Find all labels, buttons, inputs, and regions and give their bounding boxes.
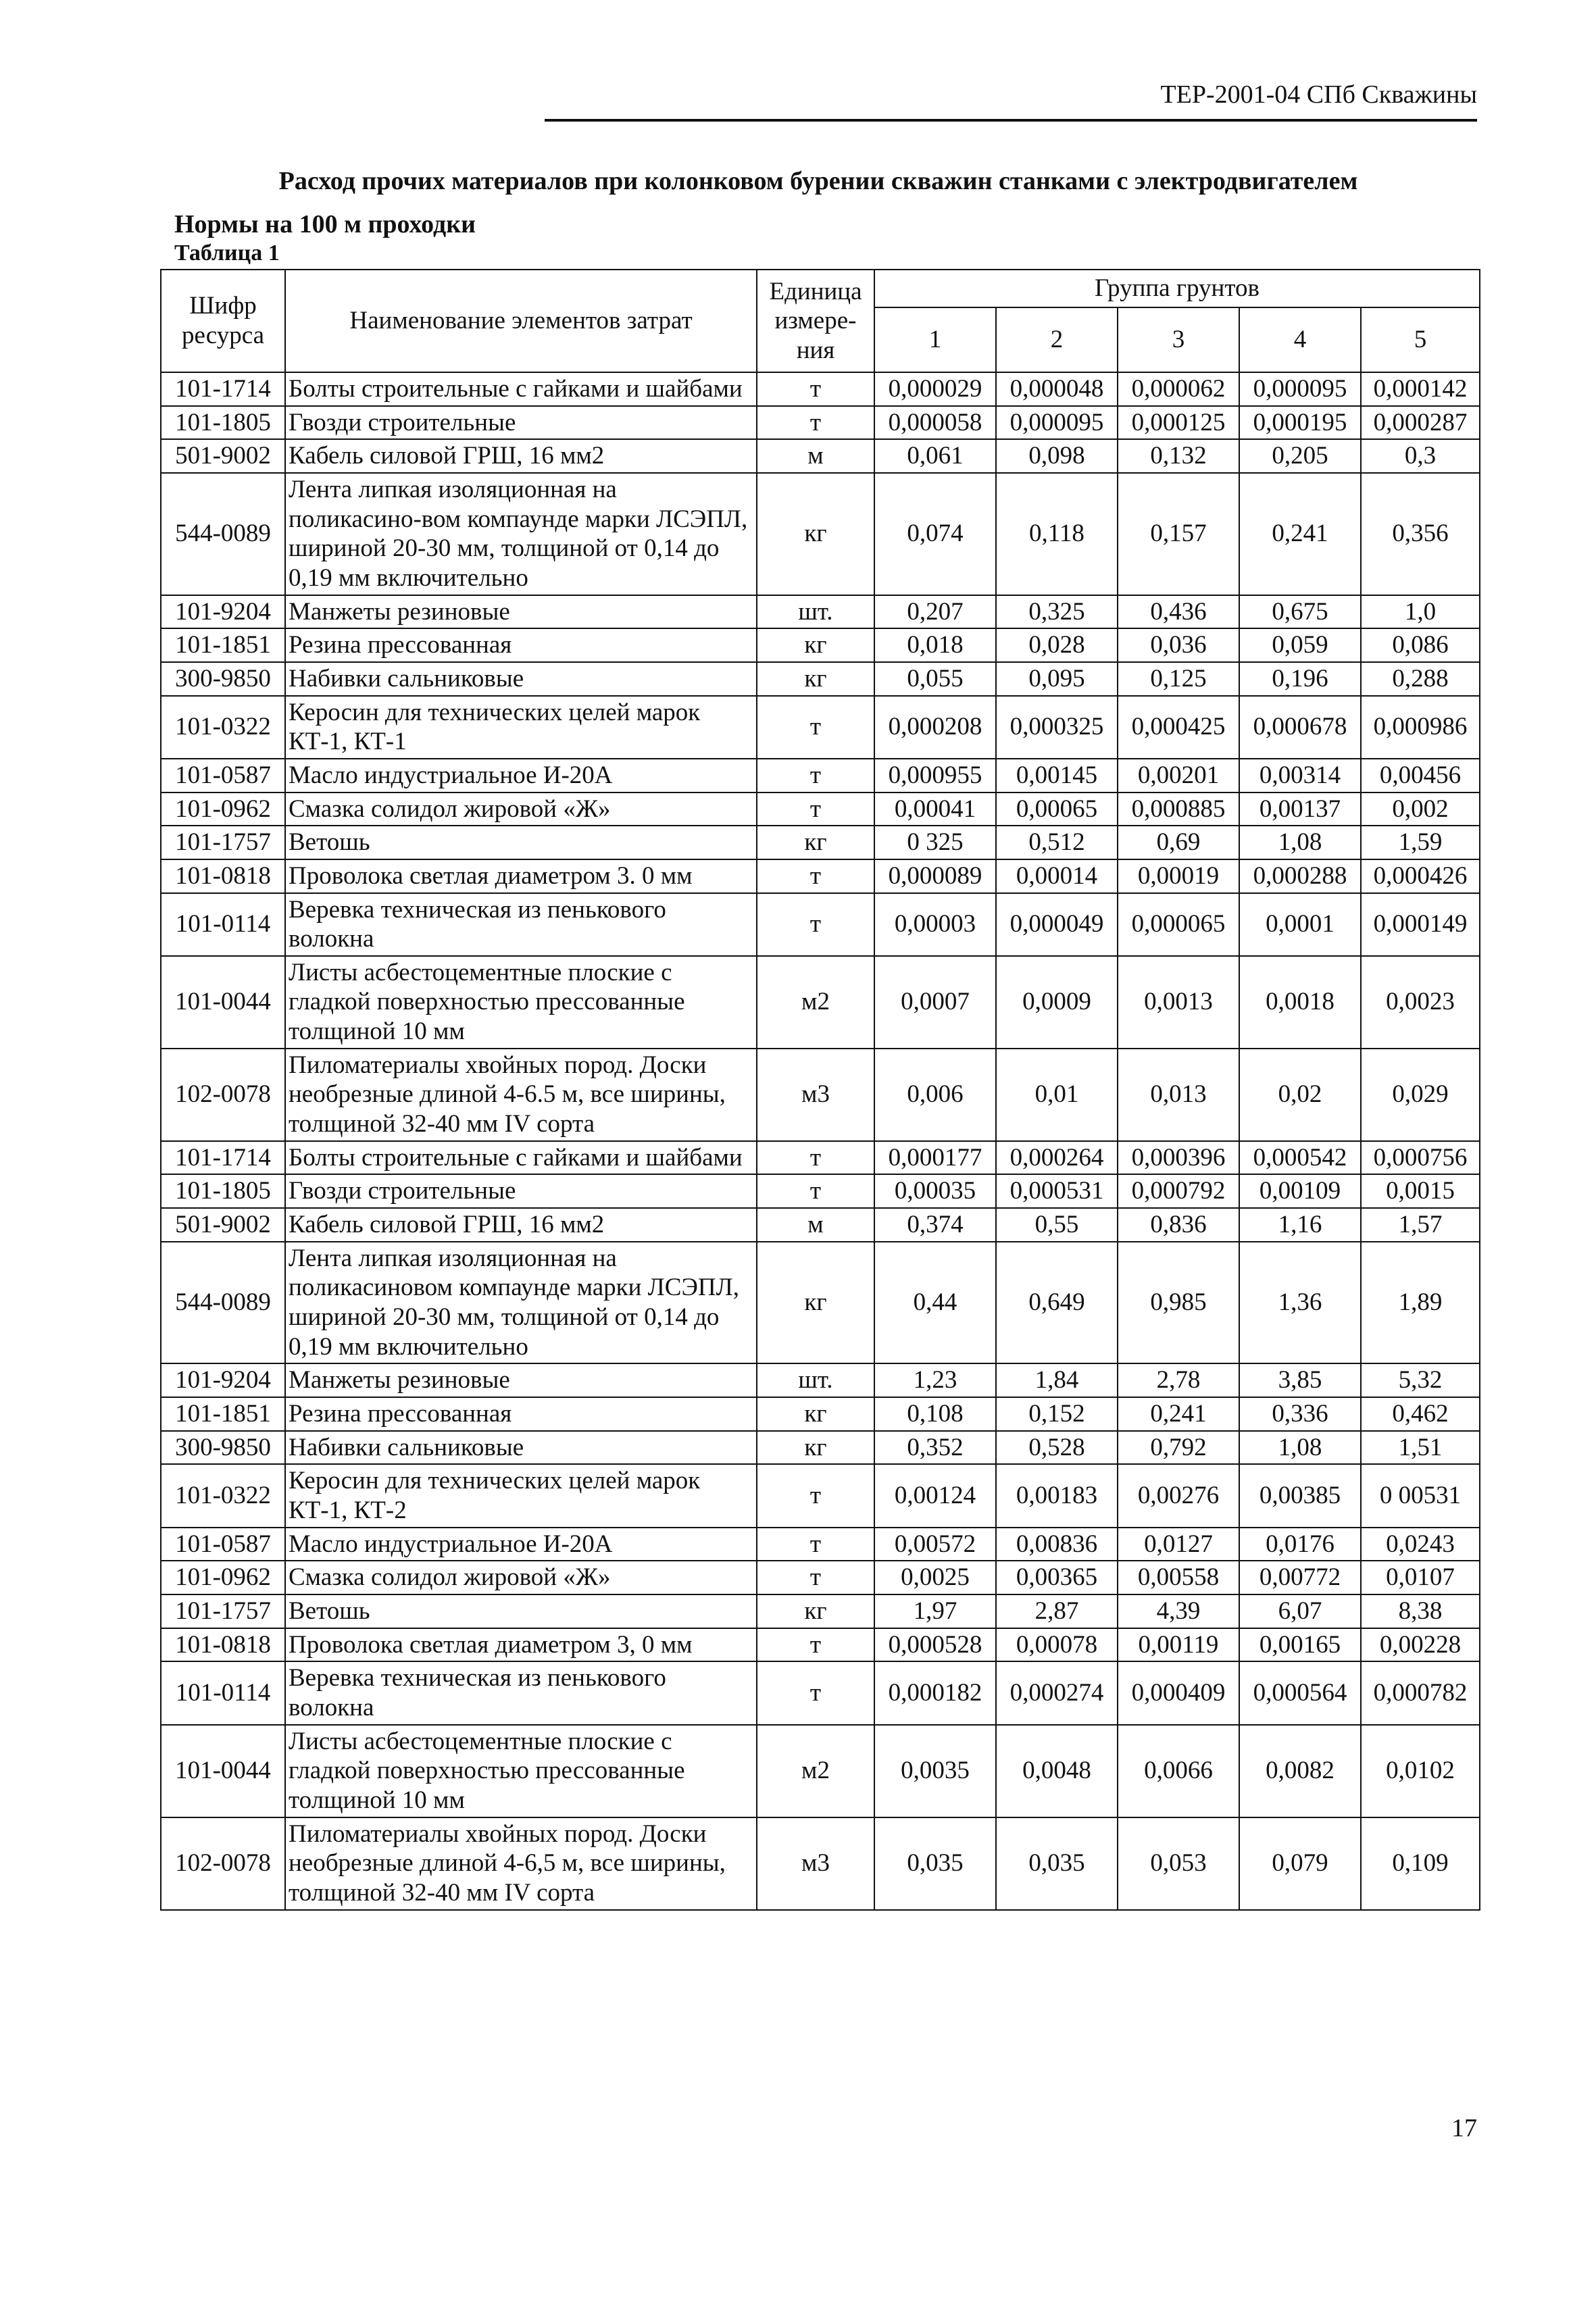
norm-value-group-4: 0,000095 (1239, 372, 1361, 406)
norm-value-group-2: 0,035 (996, 1817, 1118, 1910)
unit-of-measure: т (757, 1528, 874, 1561)
norm-value-group-5: 0,000782 (1361, 1661, 1480, 1724)
norms-subtitle: Нормы на 100 м проходки (174, 210, 476, 238)
norm-value-group-3: 0,013 (1118, 1049, 1239, 1141)
resource-code: 501-9002 (161, 439, 285, 473)
norm-value-group-2: 0,00078 (996, 1628, 1118, 1662)
norm-value-group-4: 0,0001 (1239, 893, 1361, 956)
norm-value-group-5: 0,0023 (1361, 956, 1480, 1049)
norm-value-group-5: 0,029 (1361, 1049, 1480, 1141)
norm-value-group-5: 0 00531 (1361, 1464, 1480, 1527)
cost-element-name: Гвозди строительные (285, 1174, 757, 1208)
norm-value-group-2: 0,00065 (996, 793, 1118, 826)
table-row (161, 859, 1480, 893)
norm-value-group-3: 0,036 (1118, 628, 1239, 662)
norm-value-group-5: 0,0102 (1361, 1725, 1480, 1817)
norm-value-group-3: 0,000792 (1118, 1174, 1239, 1208)
norm-value-group-1: 0,207 (874, 595, 996, 629)
cost-element-name: Проволока светлая диаметром 3, 0 мм (285, 1628, 757, 1662)
norm-value-group-2: 0,55 (996, 1208, 1118, 1242)
unit-of-measure: т (757, 859, 874, 893)
resource-code: 101-0587 (161, 759, 285, 793)
norm-value-group-3: 0,157 (1118, 473, 1239, 595)
unit-of-measure: кг (757, 662, 874, 696)
table-row (161, 406, 1480, 440)
resource-code: 101-1757 (161, 1594, 285, 1628)
norm-value-group-1: 1,23 (874, 1363, 996, 1397)
cost-element-name: Листы асбестоцементные плоские с гладкой поверхностью прессованные толщиной 10 мм (285, 1725, 757, 1817)
norm-value-group-3: 0,985 (1118, 1242, 1239, 1364)
norm-value-group-2: 0,152 (996, 1397, 1118, 1431)
norm-value-group-2: 2,87 (996, 1594, 1118, 1628)
unit-of-measure: кг (757, 1242, 874, 1364)
norm-value-group-3: 2,78 (1118, 1363, 1239, 1397)
norm-value-group-3: 0,0013 (1118, 956, 1239, 1049)
table-row (161, 1208, 1480, 1242)
norm-value-group-4: 3,85 (1239, 1363, 1361, 1397)
norm-value-group-5: 0,288 (1361, 662, 1480, 696)
unit-of-measure: т (757, 759, 874, 793)
unit-of-measure: м3 (757, 1049, 874, 1141)
norm-value-group-3: 0,000409 (1118, 1661, 1239, 1724)
norm-value-group-4: 0,196 (1239, 662, 1361, 696)
cost-element-name: Резина прессованная (285, 628, 757, 662)
cost-element-name: Кабель силовой ГРШ, 16 мм2 (285, 1208, 757, 1242)
norm-value-group-2: 0,0048 (996, 1725, 1118, 1817)
unit-of-measure: м2 (757, 956, 874, 1049)
norm-value-group-4: 0,0176 (1239, 1528, 1361, 1561)
norm-value-group-1: 0,000955 (874, 759, 996, 793)
norms-table (160, 269, 1480, 1911)
unit-of-measure: кг (757, 1397, 874, 1431)
norm-value-group-1: 0,000177 (874, 1141, 996, 1175)
norm-value-group-4: 0,000678 (1239, 696, 1361, 759)
resource-code: 101-9204 (161, 1363, 285, 1397)
norm-value-group-5: 0,000142 (1361, 372, 1480, 406)
table-row (161, 1464, 1480, 1527)
resource-code: 102-0078 (161, 1817, 285, 1910)
norm-value-group-3: 0,241 (1118, 1397, 1239, 1431)
norm-value-group-2: 0,00365 (996, 1561, 1118, 1594)
norm-value-group-5: 1,57 (1361, 1208, 1480, 1242)
norm-value-group-2: 0,0009 (996, 956, 1118, 1049)
table-row (161, 1174, 1480, 1208)
norm-value-group-2: 0,118 (996, 473, 1118, 595)
norm-value-group-2: 0,000531 (996, 1174, 1118, 1208)
page-number: 17 (1451, 2114, 1477, 2142)
unit-of-measure: т (757, 406, 874, 440)
norm-value-group-4: 0,02 (1239, 1049, 1361, 1141)
unit-of-measure: т (757, 793, 874, 826)
norm-value-group-4: 1,08 (1239, 1431, 1361, 1465)
unit-of-measure: кг (757, 826, 874, 859)
norm-value-group-3: 0,000062 (1118, 372, 1239, 406)
norm-value-group-1: 0,055 (874, 662, 996, 696)
table-row (161, 1725, 1480, 1817)
norm-value-group-5: 1,51 (1361, 1431, 1480, 1465)
table-row (161, 956, 1480, 1049)
norm-value-group-3: 0,0066 (1118, 1725, 1239, 1817)
cost-element-name: Манжеты резиновые (285, 1363, 757, 1397)
norm-value-group-3: 0,00558 (1118, 1561, 1239, 1594)
norm-value-group-1: 0,006 (874, 1049, 996, 1141)
header-rule (545, 119, 1477, 122)
norm-value-group-1: 0,074 (874, 473, 996, 595)
norm-value-group-1: 0,061 (874, 439, 996, 473)
norm-value-group-5: 8,38 (1361, 1594, 1480, 1628)
table-row (161, 793, 1480, 826)
cost-element-name: Гвозди строительные (285, 406, 757, 440)
cost-element-name: Пиломатериалы хвойных пород. Доски необрезные длиной 4-6.5 м, все ширины, толщиной 32-40 мм IV сорта (285, 1049, 757, 1141)
norm-value-group-4: 1,08 (1239, 826, 1361, 859)
resource-code: 101-0818 (161, 1628, 285, 1662)
table-row (161, 1141, 1480, 1175)
norm-value-group-1: 1,97 (874, 1594, 996, 1628)
norm-value-group-1: 0,00572 (874, 1528, 996, 1561)
norm-value-group-4: 0,00165 (1239, 1628, 1361, 1662)
resource-code: 102-0078 (161, 1049, 285, 1141)
norm-value-group-5: 0,000756 (1361, 1141, 1480, 1175)
norm-value-group-1: 0,000182 (874, 1661, 996, 1724)
header-group-5: 5 (1361, 307, 1480, 372)
cost-element-name: Манжеты резиновые (285, 595, 757, 629)
norm-value-group-1: 0,00003 (874, 893, 996, 956)
resource-code: 101-0044 (161, 1725, 285, 1817)
cost-element-name: Масло индустриальное И-20А (285, 759, 757, 793)
norm-value-group-5: 0,000986 (1361, 696, 1480, 759)
norm-value-group-1: 0,000058 (874, 406, 996, 440)
cost-element-name: Болты строительные с гайками и шайбами (285, 1141, 757, 1175)
norm-value-group-4: 0,0082 (1239, 1725, 1361, 1817)
norm-value-group-4: 1,16 (1239, 1208, 1361, 1242)
unit-of-measure: т (757, 1174, 874, 1208)
resource-code: 300-9850 (161, 1431, 285, 1465)
table-row (161, 1817, 1480, 1910)
unit-of-measure: т (757, 1628, 874, 1662)
norm-value-group-2: 0,000325 (996, 696, 1118, 759)
unit-of-measure: т (757, 696, 874, 759)
norm-value-group-2: 0,000274 (996, 1661, 1118, 1724)
norm-value-group-4: 0,00772 (1239, 1561, 1361, 1594)
norm-value-group-4: 1,36 (1239, 1242, 1361, 1364)
unit-of-measure: м2 (757, 1725, 874, 1817)
norm-value-group-5: 0,3 (1361, 439, 1480, 473)
header-group-4: 4 (1239, 307, 1361, 372)
resource-code: 101-1805 (161, 1174, 285, 1208)
unit-of-measure: т (757, 372, 874, 406)
norm-value-group-2: 0,000049 (996, 893, 1118, 956)
unit-of-measure: кг (757, 473, 874, 595)
norm-value-group-1: 0,0007 (874, 956, 996, 1049)
norm-value-group-1: 0,108 (874, 1397, 996, 1431)
norm-value-group-3: 0,00019 (1118, 859, 1239, 893)
norm-value-group-4: 0,000195 (1239, 406, 1361, 440)
norm-value-group-2: 0,095 (996, 662, 1118, 696)
norm-value-group-2: 0,00145 (996, 759, 1118, 793)
norm-value-group-5: 0,00456 (1361, 759, 1480, 793)
resource-code: 101-1757 (161, 826, 285, 859)
resource-code: 101-0818 (161, 859, 285, 893)
resource-code: 101-0114 (161, 1661, 285, 1724)
table-row (161, 439, 1480, 473)
norm-value-group-4: 0,336 (1239, 1397, 1361, 1431)
norm-value-group-5: 0,000287 (1361, 406, 1480, 440)
norm-value-group-1: 0,018 (874, 628, 996, 662)
cost-element-name: Пиломатериалы хвойных пород. Доски необрезные длиной 4-6,5 м, все ширины, толщиной 32-40 мм IV сорта (285, 1817, 757, 1910)
norm-value-group-4: 0,00109 (1239, 1174, 1361, 1208)
cost-element-name: Веревка техническая из пенькового волокна (285, 893, 757, 956)
norm-value-group-4: 0,241 (1239, 473, 1361, 595)
unit-of-measure: кг (757, 628, 874, 662)
cost-element-name: Листы асбестоцементные плоские с гладкой поверхностью прессованные толщиной 10 мм (285, 956, 757, 1049)
norm-value-group-5: 0,0107 (1361, 1561, 1480, 1594)
norm-value-group-2: 0,325 (996, 595, 1118, 629)
cost-element-name: Болты строительные с гайками и шайбами (285, 372, 757, 406)
norm-value-group-2: 0,000048 (996, 372, 1118, 406)
resource-code: 101-0962 (161, 1561, 285, 1594)
table-row (161, 1242, 1480, 1364)
document-title: Расход прочих материалов при колонковом бурении скважин станками с электродвигателем (278, 167, 1358, 195)
table-row (161, 1397, 1480, 1431)
norm-value-group-4: 0,0018 (1239, 956, 1361, 1049)
header-group-2: 2 (996, 307, 1118, 372)
resource-code: 101-1851 (161, 628, 285, 662)
norm-value-group-1: 0,000208 (874, 696, 996, 759)
norm-value-group-4: 0,059 (1239, 628, 1361, 662)
table-row (161, 1049, 1480, 1141)
table-label: Таблица 1 (174, 241, 280, 266)
resource-code: 501-9002 (161, 1208, 285, 1242)
norm-value-group-2: 0,00183 (996, 1464, 1118, 1527)
norm-value-group-4: 0,205 (1239, 439, 1361, 473)
unit-of-measure: т (757, 1141, 874, 1175)
header-name: Наименование элементов затрат (285, 270, 757, 372)
norm-value-group-1: 0,000029 (874, 372, 996, 406)
cost-element-name: Лента липкая изоляционная на поликасино-вом компаунде марки ЛСЭПЛ, шириной 20-30 мм, толщиной от 0,14 до 0,19 мм включительно (285, 473, 757, 595)
table-row (161, 662, 1480, 696)
norm-value-group-1: 0,000089 (874, 859, 996, 893)
norm-value-group-2: 0,528 (996, 1431, 1118, 1465)
cost-element-name: Проволока светлая диаметром 3. 0 мм (285, 859, 757, 893)
cost-element-name: Смазка солидол жировой «Ж» (285, 793, 757, 826)
resource-code: 101-1714 (161, 372, 285, 406)
norm-value-group-5: 0,356 (1361, 473, 1480, 595)
norm-value-group-4: 0,000288 (1239, 859, 1361, 893)
cost-element-name: Ветошь (285, 826, 757, 859)
norm-value-group-4: 6,07 (1239, 1594, 1361, 1628)
norm-value-group-5: 0,000149 (1361, 893, 1480, 956)
header-soil-group: Группа грунтов (874, 270, 1480, 307)
cost-element-name: Веревка техническая из пенькового волокна (285, 1661, 757, 1724)
unit-of-measure: т (757, 1464, 874, 1527)
table-row (161, 473, 1480, 595)
norm-value-group-3: 0,053 (1118, 1817, 1239, 1910)
table-row (161, 372, 1480, 406)
norm-value-group-1: 0,0025 (874, 1561, 996, 1594)
unit-of-measure: кг (757, 1431, 874, 1465)
table-row (161, 1363, 1480, 1397)
table-row (161, 628, 1480, 662)
norm-value-group-1: 0,00124 (874, 1464, 996, 1527)
header-code: Шифр ресурса (161, 270, 285, 372)
resource-code: 101-1805 (161, 406, 285, 440)
norm-value-group-3: 0,00119 (1118, 1628, 1239, 1662)
header-group-1: 1 (874, 307, 996, 372)
cost-element-name: Керосин для технических целей марок КТ-1, КТ-2 (285, 1464, 757, 1527)
norm-value-group-3: 0,000065 (1118, 893, 1239, 956)
resource-code: 101-1714 (161, 1141, 285, 1175)
norm-value-group-3: 0,00201 (1118, 759, 1239, 793)
table-row (161, 595, 1480, 629)
resource-code: 544-0089 (161, 473, 285, 595)
norm-value-group-4: 0,00137 (1239, 793, 1361, 826)
resource-code: 101-0044 (161, 956, 285, 1049)
cost-element-name: Ветошь (285, 1594, 757, 1628)
table-row (161, 1628, 1480, 1662)
norm-value-group-5: 0,0243 (1361, 1528, 1480, 1561)
norm-value-group-3: 0,792 (1118, 1431, 1239, 1465)
norm-value-group-5: 0,00228 (1361, 1628, 1480, 1662)
norm-value-group-2: 0,028 (996, 628, 1118, 662)
unit-of-measure: кг (757, 1594, 874, 1628)
unit-of-measure: м3 (757, 1817, 874, 1910)
norm-value-group-3: 0,132 (1118, 439, 1239, 473)
norm-value-group-3: 0,436 (1118, 595, 1239, 629)
resource-code: 300-9850 (161, 662, 285, 696)
resource-code: 544-0089 (161, 1242, 285, 1364)
table-row (161, 1431, 1480, 1465)
unit-of-measure: т (757, 1561, 874, 1594)
unit-of-measure: т (757, 893, 874, 956)
norm-value-group-1: 0,374 (874, 1208, 996, 1242)
cost-element-name: Смазка солидол жировой «Ж» (285, 1561, 757, 1594)
norm-value-group-3: 0,000396 (1118, 1141, 1239, 1175)
norm-value-group-3: 0,000885 (1118, 793, 1239, 826)
norm-value-group-5: 0,002 (1361, 793, 1480, 826)
header-unit: Единица измере-ния (757, 270, 874, 372)
norm-value-group-1: 0,00041 (874, 793, 996, 826)
unit-of-measure: шт. (757, 595, 874, 629)
cost-element-name: Набивки сальниковые (285, 1431, 757, 1465)
norm-value-group-3: 0,69 (1118, 826, 1239, 859)
norm-value-group-5: 0,0015 (1361, 1174, 1480, 1208)
cost-element-name: Резина прессованная (285, 1397, 757, 1431)
resource-code: 101-1851 (161, 1397, 285, 1431)
resource-code: 101-0962 (161, 793, 285, 826)
norm-value-group-1: 0,352 (874, 1431, 996, 1465)
norm-value-group-4: 0,00314 (1239, 759, 1361, 793)
norm-value-group-3: 4,39 (1118, 1594, 1239, 1628)
resource-code: 101-0587 (161, 1528, 285, 1561)
norm-value-group-3: 0,836 (1118, 1208, 1239, 1242)
cost-element-name: Керосин для технических целей марок КТ-1, КТ-1 (285, 696, 757, 759)
norm-value-group-3: 0,0127 (1118, 1528, 1239, 1561)
norm-value-group-3: 0,000125 (1118, 406, 1239, 440)
table-row (161, 826, 1480, 859)
unit-of-measure: м (757, 1208, 874, 1242)
cost-element-name: Лента липкая изоляционная на поликасиновом компаунде марки ЛСЭПЛ, шириной 20-30 мм, толщиной от 0,14 до 0,19 мм включительно (285, 1242, 757, 1364)
document-code: ТЕР-2001-04 СПб Скважины (1160, 80, 1477, 109)
norm-value-group-1: 0,0035 (874, 1725, 996, 1817)
norm-value-group-5: 1,89 (1361, 1242, 1480, 1364)
unit-of-measure: шт. (757, 1363, 874, 1397)
table-row (161, 696, 1480, 759)
norm-value-group-2: 0,649 (996, 1242, 1118, 1364)
norm-value-group-4: 0,000542 (1239, 1141, 1361, 1175)
norm-value-group-1: 0,44 (874, 1242, 996, 1364)
table-row (161, 1661, 1480, 1724)
norm-value-group-1: 0,00035 (874, 1174, 996, 1208)
resource-code: 101-0322 (161, 696, 285, 759)
unit-of-measure: т (757, 1661, 874, 1724)
norm-value-group-4: 0,00385 (1239, 1464, 1361, 1527)
norm-value-group-2: 0,512 (996, 826, 1118, 859)
norm-value-group-3: 0,000425 (1118, 696, 1239, 759)
norm-value-group-1: 0 325 (874, 826, 996, 859)
norm-value-group-3: 0,125 (1118, 662, 1239, 696)
norm-value-group-5: 5,32 (1361, 1363, 1480, 1397)
norm-value-group-5: 0,086 (1361, 628, 1480, 662)
norm-value-group-2: 1,84 (996, 1363, 1118, 1397)
table-row (161, 759, 1480, 793)
norm-value-group-4: 0,079 (1239, 1817, 1361, 1910)
cost-element-name: Масло индустриальное И-20А (285, 1528, 757, 1561)
table-row (161, 1528, 1480, 1561)
norm-value-group-4: 0,000564 (1239, 1661, 1361, 1724)
norm-value-group-1: 0,035 (874, 1817, 996, 1910)
norms-table-body (161, 372, 1480, 1910)
norm-value-group-3: 0,00276 (1118, 1464, 1239, 1527)
norm-value-group-5: 1,0 (1361, 595, 1480, 629)
cost-element-name: Набивки сальниковые (285, 662, 757, 696)
resource-code: 101-9204 (161, 595, 285, 629)
norm-value-group-4: 0,675 (1239, 595, 1361, 629)
table-row (161, 1561, 1480, 1594)
norm-value-group-2: 0,00014 (996, 859, 1118, 893)
norm-value-group-2: 0,098 (996, 439, 1118, 473)
norm-value-group-2: 0,01 (996, 1049, 1118, 1141)
cost-element-name: Кабель силовой ГРШ, 16 мм2 (285, 439, 757, 473)
table-row (161, 893, 1480, 956)
norm-value-group-1: 0,000528 (874, 1628, 996, 1662)
norm-value-group-2: 0,000264 (996, 1141, 1118, 1175)
table-row (161, 1594, 1480, 1628)
header-group-3: 3 (1118, 307, 1239, 372)
resource-code: 101-0114 (161, 893, 285, 956)
norm-value-group-2: 0,00836 (996, 1528, 1118, 1561)
norm-value-group-5: 0,000426 (1361, 859, 1480, 893)
norm-value-group-5: 0,462 (1361, 1397, 1480, 1431)
resource-code: 101-0322 (161, 1464, 285, 1527)
unit-of-measure: м (757, 439, 874, 473)
norm-value-group-5: 1,59 (1361, 826, 1480, 859)
norm-value-group-5: 0,109 (1361, 1817, 1480, 1910)
norm-value-group-2: 0,000095 (996, 406, 1118, 440)
